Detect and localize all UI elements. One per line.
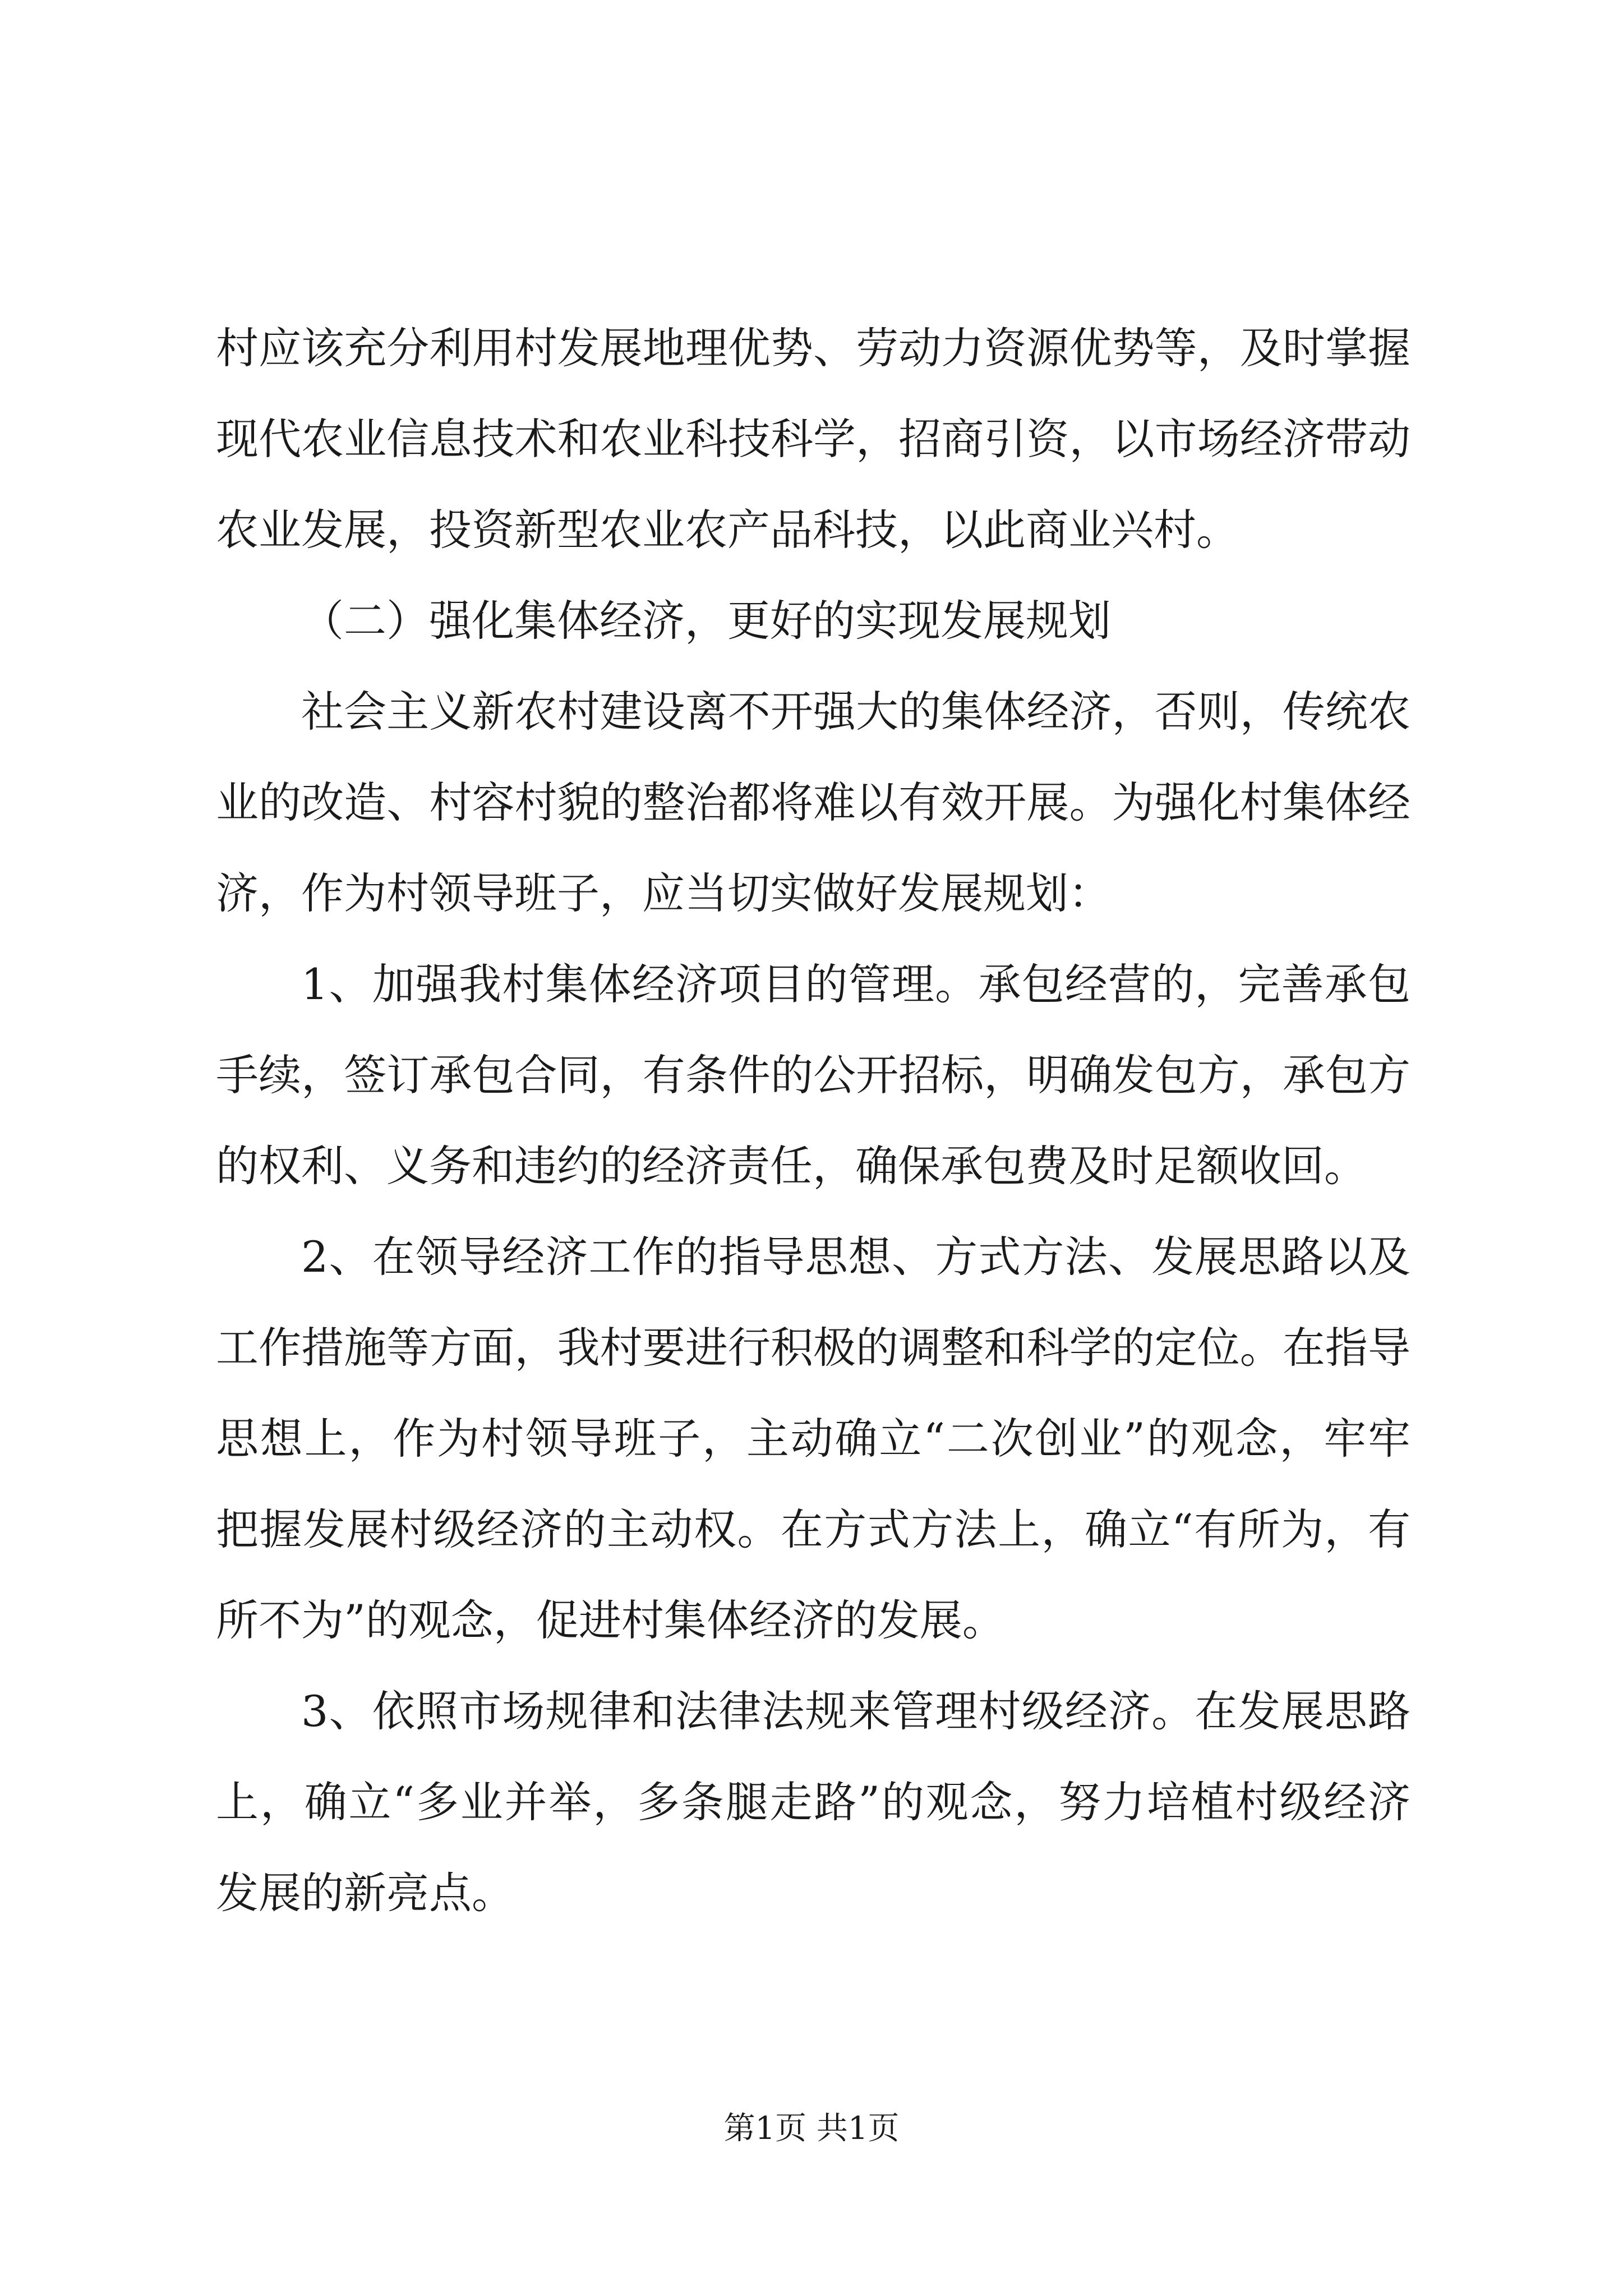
document-body (216, 303, 1410, 1939)
paragraph-line: 社会主义新农村建设离不开强大的集体经济，否则，传统农 (301, 687, 1410, 737)
list-item-line: 所不为”的观念，促进村集体经济的发展。 (216, 1595, 1005, 1645)
list-item-line: 的权利、义务和违约的经济责任，确保承包费及时足额收回。 (216, 1141, 1367, 1191)
list-item-line: 工作措施等方面，我村要进行积极的调整和科学的定位。在指导 (216, 1323, 1410, 1373)
paragraph-line: 济，作为村领导班子，应当切实做好发展规划： (216, 868, 1111, 918)
paragraph-line: 农业发展，投资新型农业农产品科技，以此商业兴村。 (216, 505, 1239, 555)
page-number-footer: 第1页 共1页 (723, 2110, 900, 2147)
list-item-line: 上，确立“多业并举，多条腿走路”的观念，努力培植村级经济 (216, 1777, 1410, 1827)
list-item-line: 手续，签订承包合同，有条件的公开招标，明确发包方，承包方 (216, 1050, 1410, 1100)
list-item-line: 2、在领导经济工作的指导思想、方式方法、发展思路以及 (301, 1232, 1410, 1282)
paragraph-line: 业的改造、村容村貌的整治都将难以有效开展。为强化村集体经 (216, 777, 1410, 827)
paragraph-line: 村应该充分利用村发展地理优势、劳动力资源优势等，及时掌握 (216, 323, 1410, 373)
list-item-line: 思想上，作为村领导班子，主动确立“二次创业”的观念，牢牢 (216, 1414, 1410, 1464)
paragraph-line: 现代农业信息技术和农业科技科学，招商引资，以市场经济带动 (216, 414, 1410, 464)
section-heading: （二）强化集体经济，更好的实现发展规划 (301, 596, 1111, 646)
list-item-line: 发展的新亮点。 (216, 1868, 514, 1918)
list-item-line: 把握发展村级经济的主动权。在方式方法上，确立“有所为，有 (216, 1504, 1410, 1554)
list-item-line: 3、依照市场规律和法律法规来管理村级经济。在发展思路 (301, 1686, 1410, 1736)
list-item-line: 1、加强我村集体经济项目的管理。承包经营的，完善承包 (301, 959, 1410, 1009)
